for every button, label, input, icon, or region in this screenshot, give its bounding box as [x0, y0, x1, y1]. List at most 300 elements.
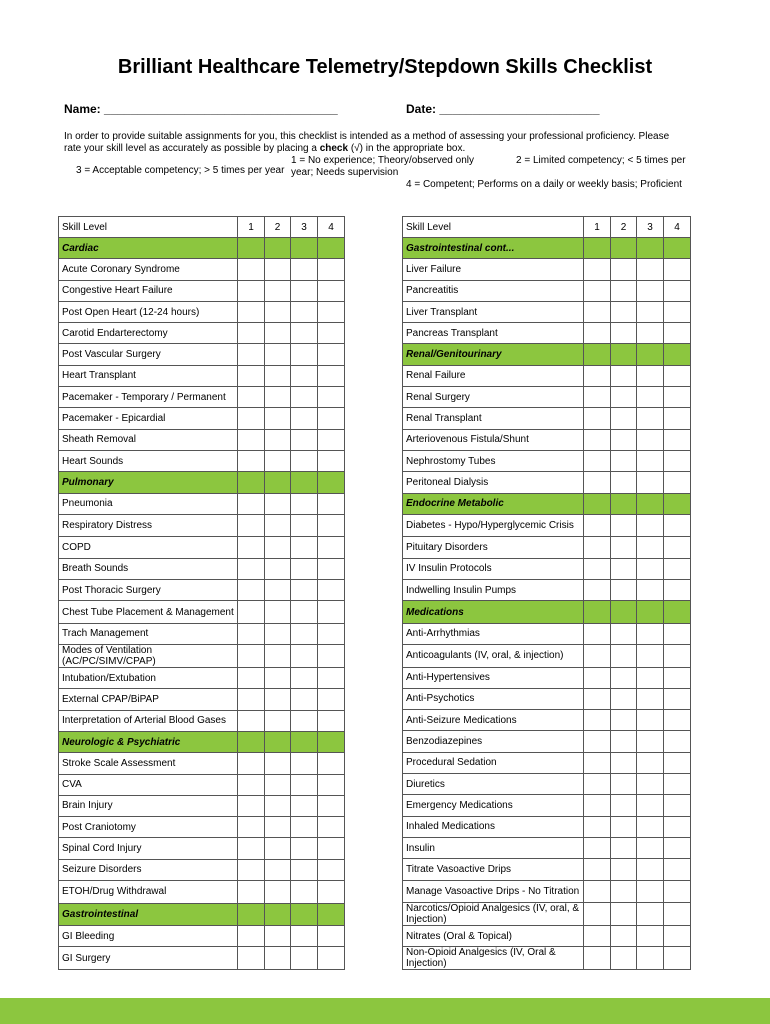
rating-cell-4[interactable] [664, 710, 691, 731]
rating-cell-2[interactable] [611, 795, 637, 816]
rating-cell-4[interactable] [664, 259, 691, 280]
rating-cell-3[interactable] [637, 947, 664, 970]
skill-label-titrate-vasoactive-drips: Titrate Vasoactive Drips [403, 859, 584, 880]
rating-cell-4[interactable] [664, 514, 691, 537]
rating-cell-1[interactable] [238, 710, 265, 731]
rating-cell-1[interactable] [584, 816, 611, 837]
section-label-endocrine-metabolic: Endocrine Metabolic [403, 493, 584, 514]
rating-cell-3[interactable] [291, 753, 318, 774]
rating-cell-1[interactable] [584, 752, 611, 773]
rating-cell-3[interactable] [637, 365, 664, 386]
rating-cell-2[interactable] [265, 537, 291, 558]
rating-cell-4[interactable] [664, 774, 691, 795]
rating-cell-2[interactable] [611, 472, 637, 493]
table-row [403, 301, 691, 322]
rating-cell-4[interactable] [318, 859, 345, 880]
section-fill-cell [584, 493, 611, 514]
skill-label-congestive-heart-failure: Congestive Heart Failure [59, 280, 238, 301]
rating-cell-4[interactable] [318, 429, 345, 450]
rating-cell-1[interactable] [238, 387, 265, 408]
rating-cell-4[interactable] [318, 710, 345, 731]
rating-cell-3[interactable] [637, 667, 664, 688]
section-fill-cell [664, 344, 691, 365]
rating-cell-3[interactable] [637, 752, 664, 773]
table-row [59, 838, 345, 859]
rating-cell-3[interactable] [291, 926, 318, 947]
rating-cell-3[interactable] [291, 259, 318, 280]
rating-cell-1[interactable] [238, 429, 265, 450]
rating-cell-1[interactable] [238, 947, 265, 970]
rating-cell-1[interactable] [238, 859, 265, 880]
table-row [59, 558, 345, 579]
rating-cell-1[interactable] [584, 514, 611, 537]
rating-cell-2[interactable] [265, 795, 291, 816]
rating-cell-3[interactable] [637, 774, 664, 795]
rating-cell-3[interactable] [637, 926, 664, 947]
rating-cell-3[interactable] [291, 947, 318, 970]
rating-cell-1[interactable] [238, 668, 265, 689]
rating-cell-2[interactable] [265, 365, 291, 386]
rating-cell-1[interactable] [238, 259, 265, 280]
rating-cell-3[interactable] [291, 710, 318, 731]
section-fill-cell [664, 238, 691, 259]
rating-cell-3[interactable] [637, 579, 664, 600]
rating-cell-2[interactable] [611, 429, 637, 450]
rating-cell-3[interactable] [291, 881, 318, 904]
rating-cell-4[interactable] [318, 881, 345, 904]
rating-cell-1[interactable] [584, 579, 611, 600]
rating-header-1: 1 [584, 217, 611, 238]
rating-cell-1[interactable] [584, 688, 611, 709]
rating-cell-1[interactable] [584, 947, 611, 970]
rating-cell-1[interactable] [584, 667, 611, 688]
rating-cell-1[interactable] [238, 365, 265, 386]
rating-cell-3[interactable] [291, 344, 318, 365]
rating-cell-1[interactable] [584, 537, 611, 558]
rating-cell-1[interactable] [584, 645, 611, 668]
rating-cell-4[interactable] [664, 301, 691, 322]
rating-cell-3[interactable] [291, 601, 318, 624]
rating-cell-4[interactable] [318, 558, 345, 579]
rating-cell-3[interactable] [291, 280, 318, 301]
rating-cell-4[interactable] [664, 667, 691, 688]
rating-cell-4[interactable] [318, 280, 345, 301]
skill-label-pacemaker-temporary-permanent: Pacemaker - Temporary / Permanent [59, 387, 238, 408]
rating-cell-1[interactable] [584, 859, 611, 880]
rating-cell-2[interactable] [265, 689, 291, 710]
rating-cell-4[interactable] [318, 323, 345, 344]
table-row [59, 429, 345, 450]
rating-cell-4[interactable] [664, 537, 691, 558]
rating-header-3: 3 [291, 217, 318, 238]
rating-cell-3[interactable] [291, 838, 318, 859]
rating-cell-1[interactable] [238, 645, 265, 668]
name-field[interactable] [64, 102, 338, 116]
rating-cell-4[interactable] [664, 795, 691, 816]
rating-cell-2[interactable] [265, 280, 291, 301]
scale-2: 2 = Limited competency; < 5 times per [516, 155, 686, 166]
date-blank[interactable]: ________________________ [439, 102, 600, 116]
rating-header-4: 4 [318, 217, 345, 238]
rating-cell-4[interactable] [318, 838, 345, 859]
rating-cell-2[interactable] [611, 387, 637, 408]
rating-cell-4[interactable] [318, 926, 345, 947]
rating-cell-1[interactable] [238, 280, 265, 301]
rating-cell-2[interactable] [611, 710, 637, 731]
rating-cell-4[interactable] [318, 795, 345, 816]
rating-cell-4[interactable] [318, 774, 345, 795]
rating-cell-1[interactable] [584, 880, 611, 903]
rating-cell-2[interactable] [265, 947, 291, 970]
rating-cell-3[interactable] [291, 323, 318, 344]
rating-cell-3[interactable] [291, 514, 318, 537]
rating-cell-2[interactable] [265, 579, 291, 600]
rating-cell-1[interactable] [238, 601, 265, 624]
rating-cell-1[interactable] [584, 323, 611, 344]
rating-cell-4[interactable] [664, 323, 691, 344]
rating-cell-4[interactable] [664, 472, 691, 493]
rating-cell-4[interactable] [664, 752, 691, 773]
rating-cell-3[interactable] [637, 837, 664, 858]
rating-cell-4[interactable] [664, 408, 691, 429]
rating-cell-3[interactable] [637, 450, 664, 471]
rating-cell-2[interactable] [611, 259, 637, 280]
rating-cell-1[interactable] [238, 881, 265, 904]
rating-cell-2[interactable] [611, 645, 637, 668]
rating-cell-2[interactable] [265, 668, 291, 689]
rating-cell-1[interactable] [238, 689, 265, 710]
rating-cell-3[interactable] [637, 903, 664, 926]
section-fill-cell [238, 731, 265, 752]
rating-cell-4[interactable] [318, 645, 345, 668]
rating-cell-4[interactable] [318, 947, 345, 970]
rating-cell-4[interactable] [318, 344, 345, 365]
rating-cell-1[interactable] [584, 795, 611, 816]
rating-cell-2[interactable] [611, 280, 637, 301]
rating-cell-2[interactable] [611, 537, 637, 558]
rating-cell-2[interactable] [611, 623, 637, 644]
rating-cell-4[interactable] [318, 601, 345, 624]
rating-cell-4[interactable] [318, 817, 345, 838]
rating-cell-2[interactable] [611, 365, 637, 386]
rating-cell-4[interactable] [318, 387, 345, 408]
rating-cell-2[interactable] [611, 323, 637, 344]
rating-cell-3[interactable] [291, 365, 318, 386]
rating-cell-1[interactable] [238, 514, 265, 537]
skill-label-arteriovenous-fistula-shunt: Arteriovenous Fistula/Shunt [403, 429, 584, 450]
rating-cell-4[interactable] [664, 926, 691, 947]
rating-cell-3[interactable] [291, 429, 318, 450]
rating-cell-1[interactable] [238, 579, 265, 600]
table-row [403, 429, 691, 450]
rating-cell-3[interactable] [291, 579, 318, 600]
rating-cell-4[interactable] [318, 753, 345, 774]
rating-cell-3[interactable] [637, 623, 664, 644]
rating-cell-3[interactable] [291, 408, 318, 429]
section-fill-cell [611, 601, 637, 624]
rating-cell-2[interactable] [611, 774, 637, 795]
rating-cell-3[interactable] [637, 710, 664, 731]
rating-cell-3[interactable] [291, 450, 318, 471]
name-blank[interactable]: ___________________________________ [104, 102, 338, 116]
rating-cell-1[interactable] [584, 280, 611, 301]
table-row [403, 408, 691, 429]
rating-cell-2[interactable] [265, 817, 291, 838]
rating-cell-2[interactable] [265, 710, 291, 731]
skill-label-gi-surgery: GI Surgery [59, 947, 238, 970]
rating-cell-3[interactable] [637, 859, 664, 880]
rating-cell-3[interactable] [291, 817, 318, 838]
rating-cell-4[interactable] [664, 450, 691, 471]
rating-cell-3[interactable] [291, 623, 318, 644]
section-label-renal-genitourinary: Renal/Genitourinary [403, 344, 584, 365]
rating-cell-3[interactable] [637, 301, 664, 322]
rating-cell-3[interactable] [637, 259, 664, 280]
rating-cell-4[interactable] [318, 623, 345, 644]
rating-cell-2[interactable] [611, 450, 637, 471]
rating-cell-2[interactable] [611, 859, 637, 880]
table-row [59, 623, 345, 644]
section-fill-cell [664, 493, 691, 514]
rating-cell-2[interactable] [265, 623, 291, 644]
rating-cell-3[interactable] [291, 668, 318, 689]
table-row [59, 774, 345, 795]
table-row [403, 537, 691, 558]
rating-cell-3[interactable] [291, 537, 318, 558]
rating-cell-4[interactable] [318, 365, 345, 386]
rating-cell-4[interactable] [664, 859, 691, 880]
rating-cell-3[interactable] [637, 429, 664, 450]
rating-cell-4[interactable] [664, 365, 691, 386]
date-label: Date: [406, 102, 437, 116]
skill-label-pancreatitis: Pancreatitis [403, 280, 584, 301]
rating-cell-3[interactable] [637, 280, 664, 301]
rating-cell-2[interactable] [611, 816, 637, 837]
rating-cell-1[interactable] [238, 450, 265, 471]
intro-check-word: check [319, 143, 349, 154]
rating-cell-3[interactable] [637, 387, 664, 408]
rating-cell-2[interactable] [611, 301, 637, 322]
rating-cell-3[interactable] [291, 387, 318, 408]
rating-cell-4[interactable] [318, 579, 345, 600]
rating-cell-1[interactable] [238, 795, 265, 816]
rating-cell-4[interactable] [318, 668, 345, 689]
rating-cell-3[interactable] [291, 859, 318, 880]
rating-cell-2[interactable] [265, 429, 291, 450]
rating-cell-2[interactable] [611, 926, 637, 947]
rating-cell-2[interactable] [265, 859, 291, 880]
skill-label-anti-hypertensives: Anti-Hypertensives [403, 667, 584, 688]
rating-cell-2[interactable] [265, 301, 291, 322]
rating-cell-2[interactable] [611, 558, 637, 579]
rating-cell-2[interactable] [265, 558, 291, 579]
skill-label-acute-coronary-syndrome: Acute Coronary Syndrome [59, 259, 238, 280]
rating-cell-2[interactable] [611, 837, 637, 858]
rating-cell-1[interactable] [238, 493, 265, 514]
rating-cell-3[interactable] [637, 472, 664, 493]
section-row [59, 238, 345, 259]
rating-cell-3[interactable] [637, 323, 664, 344]
rating-cell-4[interactable] [664, 816, 691, 837]
rating-cell-4[interactable] [664, 623, 691, 644]
rating-cell-2[interactable] [611, 688, 637, 709]
rating-cell-2[interactable] [265, 514, 291, 537]
skill-label-peritoneal-dialysis: Peritoneal Dialysis [403, 472, 584, 493]
rating-cell-2[interactable] [265, 601, 291, 624]
rating-cell-4[interactable] [318, 301, 345, 322]
table-row [59, 689, 345, 710]
table-row [403, 795, 691, 816]
rating-cell-1[interactable] [584, 903, 611, 926]
rating-cell-1[interactable] [238, 301, 265, 322]
rating-cell-2[interactable] [265, 323, 291, 344]
rating-cell-3[interactable] [291, 493, 318, 514]
rating-cell-4[interactable] [318, 259, 345, 280]
rating-cell-2[interactable] [265, 493, 291, 514]
table-row [59, 344, 345, 365]
rating-cell-1[interactable] [238, 623, 265, 644]
rating-cell-1[interactable] [238, 774, 265, 795]
rating-cell-1[interactable] [584, 472, 611, 493]
rating-cell-2[interactable] [265, 408, 291, 429]
rating-cell-4[interactable] [664, 731, 691, 752]
rating-cell-2[interactable] [265, 387, 291, 408]
rating-cell-4[interactable] [318, 537, 345, 558]
section-label-pulmonary: Pulmonary [59, 472, 238, 493]
rating-cell-1[interactable] [584, 774, 611, 795]
rating-cell-2[interactable] [265, 881, 291, 904]
rating-cell-1[interactable] [238, 817, 265, 838]
section-fill-cell [318, 472, 345, 493]
rating-cell-1[interactable] [238, 323, 265, 344]
rating-cell-2[interactable] [265, 344, 291, 365]
rating-cell-3[interactable] [291, 795, 318, 816]
rating-cell-1[interactable] [238, 558, 265, 579]
rating-cell-2[interactable] [265, 450, 291, 471]
rating-cell-4[interactable] [664, 688, 691, 709]
rating-cell-1[interactable] [584, 623, 611, 644]
rating-cell-4[interactable] [664, 579, 691, 600]
rating-cell-2[interactable] [265, 926, 291, 947]
table-header-row [59, 217, 345, 238]
rating-cell-1[interactable] [238, 537, 265, 558]
rating-cell-2[interactable] [611, 408, 637, 429]
rating-cell-1[interactable] [238, 838, 265, 859]
rating-header-4: 4 [664, 217, 691, 238]
section-fill-cell [265, 731, 291, 752]
rating-cell-3[interactable] [637, 880, 664, 903]
rating-cell-2[interactable] [611, 514, 637, 537]
rating-cell-3[interactable] [291, 558, 318, 579]
rating-cell-3[interactable] [637, 645, 664, 668]
section-fill-cell [291, 731, 318, 752]
rating-cell-3[interactable] [291, 774, 318, 795]
rating-cell-2[interactable] [265, 774, 291, 795]
rating-cell-1[interactable] [584, 259, 611, 280]
date-field[interactable] [406, 102, 600, 116]
rating-cell-1[interactable] [238, 408, 265, 429]
rating-header-1: 1 [238, 217, 265, 238]
rating-cell-1[interactable] [584, 365, 611, 386]
rating-cell-2[interactable] [265, 259, 291, 280]
rating-cell-4[interactable] [318, 493, 345, 514]
rating-cell-1[interactable] [584, 558, 611, 579]
rating-cell-4[interactable] [664, 837, 691, 858]
rating-cell-1[interactable] [584, 408, 611, 429]
rating-cell-1[interactable] [584, 731, 611, 752]
rating-cell-4[interactable] [664, 880, 691, 903]
rating-cell-1[interactable] [584, 710, 611, 731]
rating-cell-2[interactable] [611, 947, 637, 970]
skill-label-heart-sounds: Heart Sounds [59, 450, 238, 471]
rating-cell-4[interactable] [318, 408, 345, 429]
rating-cell-3[interactable] [637, 558, 664, 579]
rating-cell-4[interactable] [664, 558, 691, 579]
rating-cell-1[interactable] [238, 344, 265, 365]
rating-cell-1[interactable] [584, 837, 611, 858]
rating-cell-1[interactable] [584, 429, 611, 450]
rating-cell-1[interactable] [584, 926, 611, 947]
section-fill-cell [291, 472, 318, 493]
rating-cell-4[interactable] [664, 429, 691, 450]
skills-table-left [58, 216, 345, 970]
rating-cell-4[interactable] [318, 689, 345, 710]
section-row [403, 238, 691, 259]
rating-cell-1[interactable] [238, 753, 265, 774]
intro-line-2 [64, 143, 465, 156]
rating-cell-3[interactable] [637, 816, 664, 837]
rating-cell-4[interactable] [664, 903, 691, 926]
rating-cell-3[interactable] [637, 514, 664, 537]
rating-cell-4[interactable] [664, 947, 691, 970]
rating-cell-3[interactable] [637, 537, 664, 558]
rating-cell-3[interactable] [291, 301, 318, 322]
skill-label-liver-failure: Liver Failure [403, 259, 584, 280]
rating-cell-2[interactable] [611, 903, 637, 926]
rating-cell-3[interactable] [637, 408, 664, 429]
rating-cell-4[interactable] [318, 450, 345, 471]
rating-cell-3[interactable] [291, 645, 318, 668]
rating-cell-2[interactable] [611, 752, 637, 773]
skill-label-renal-transplant: Renal Transplant [403, 408, 584, 429]
rating-cell-2[interactable] [611, 667, 637, 688]
rating-cell-4[interactable] [664, 645, 691, 668]
rating-cell-4[interactable] [318, 514, 345, 537]
rating-cell-1[interactable] [584, 450, 611, 471]
rating-cell-2[interactable] [611, 579, 637, 600]
rating-cell-3[interactable] [637, 795, 664, 816]
footer-bar [0, 998, 770, 1024]
rating-cell-1[interactable] [584, 301, 611, 322]
skill-label-anti-psychotics: Anti-Psychotics [403, 688, 584, 709]
section-fill-cell [611, 493, 637, 514]
rating-cell-3[interactable] [637, 731, 664, 752]
rating-cell-3[interactable] [291, 689, 318, 710]
rating-cell-2[interactable] [611, 731, 637, 752]
rating-cell-4[interactable] [664, 387, 691, 408]
rating-cell-1[interactable] [238, 926, 265, 947]
rating-cell-3[interactable] [637, 688, 664, 709]
rating-cell-2[interactable] [265, 753, 291, 774]
rating-cell-2[interactable] [611, 880, 637, 903]
rating-cell-4[interactable] [664, 280, 691, 301]
table-row [59, 259, 345, 280]
skill-label-chest-tube-placement-management: Chest Tube Placement & Management [59, 601, 238, 624]
rating-cell-2[interactable] [265, 645, 291, 668]
section-fill-cell [637, 601, 664, 624]
rating-cell-1[interactable] [584, 387, 611, 408]
rating-cell-2[interactable] [265, 838, 291, 859]
